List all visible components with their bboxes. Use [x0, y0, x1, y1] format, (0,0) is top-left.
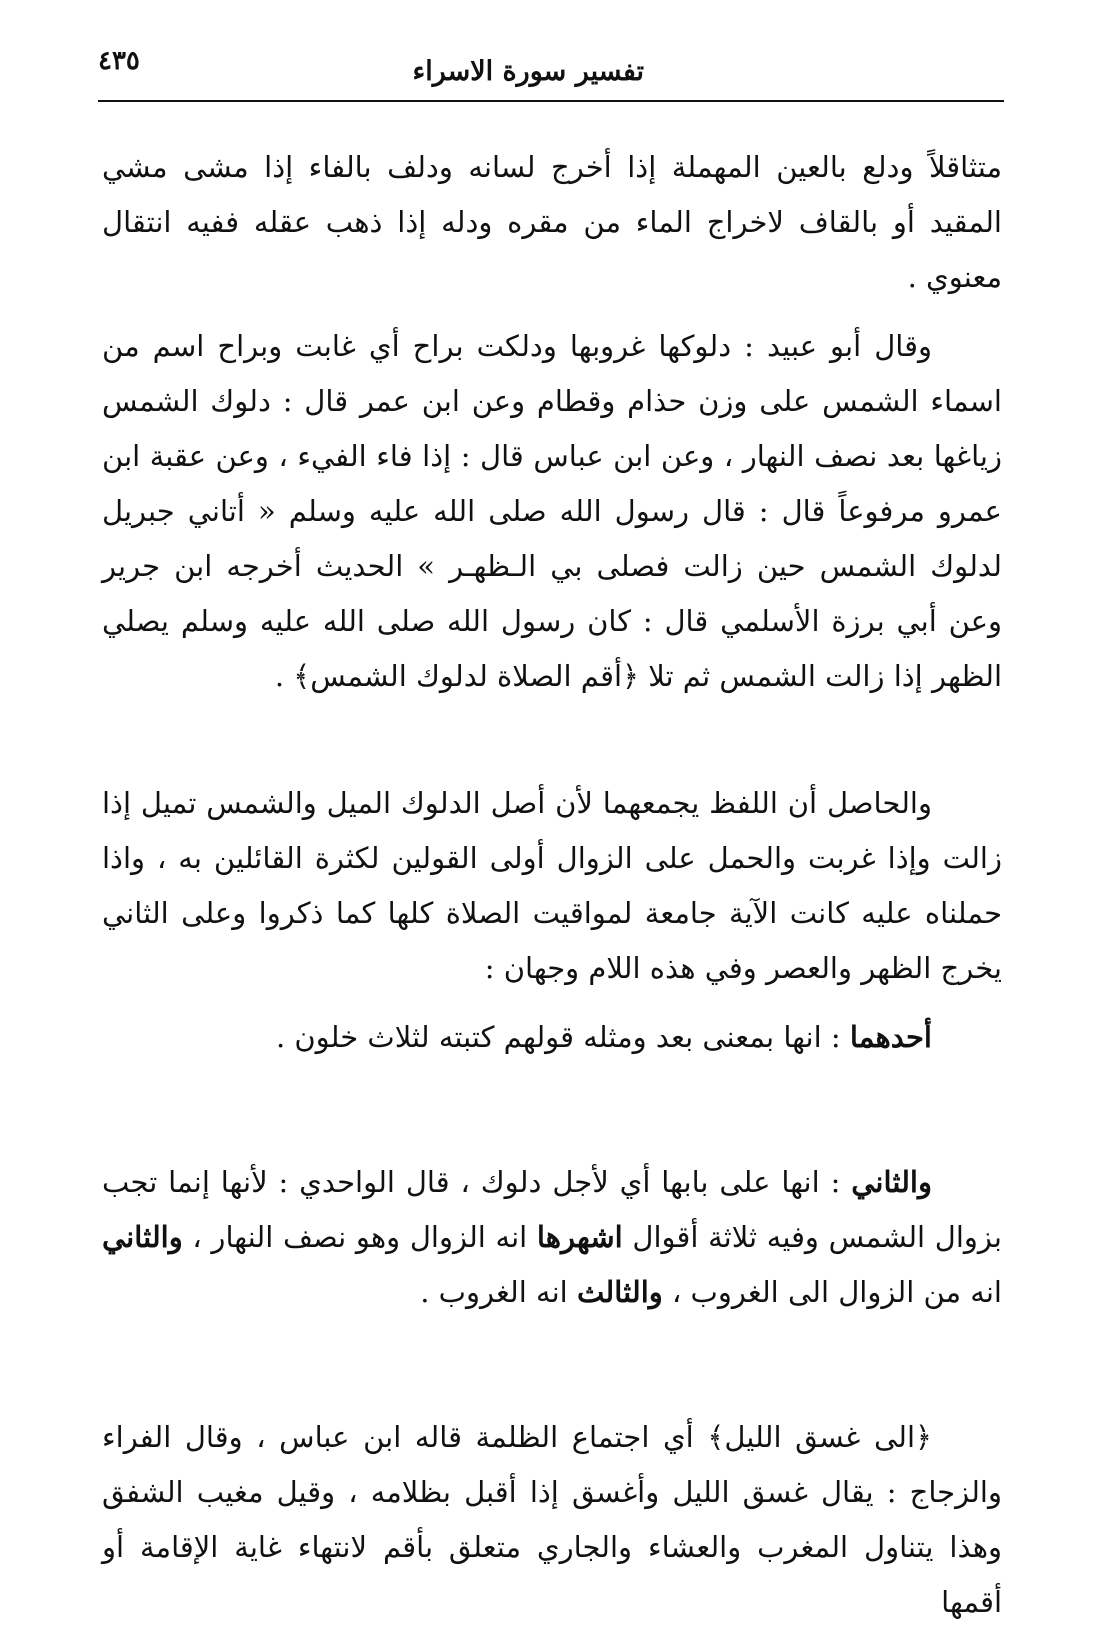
paragraph-5-lead: والثاني	[851, 1165, 932, 1199]
paragraph-gap	[102, 704, 1002, 776]
paragraph-5-bold1: اشهرها	[536, 1220, 623, 1254]
paragraph-gap	[102, 1065, 1002, 1155]
page-body	[102, 140, 1002, 1630]
page-number: ٤٣٥	[98, 46, 140, 76]
paragraph-4-lead: أحدهما	[849, 1020, 932, 1054]
paragraph-4-text: : انها بمعنى بعد ومثله قولهم كتبته لثلاث خلون .	[275, 1020, 850, 1054]
paragraph-4	[102, 1010, 1002, 1065]
paragraph-1: متثاقلاً ودلع بالعين المهملة إذا أخرج لسانه ودلف بالفاء إذا مشى مشي المقيد أو بالقاف لاخراج الماء من مقره ودله إذا ذهب عقله ففيه انتقال معنوي .	[102, 150, 1002, 294]
paragraph-5-part2: انه الزوال وهو نصف النهار ،	[182, 1220, 537, 1254]
paragraph-gap	[102, 996, 1002, 1010]
paragraph-5-bold3: والثالث	[576, 1275, 663, 1309]
paragraph-5-part4: انه الغروب .	[420, 1275, 577, 1309]
paragraph-5-part1: : انها على بابها أي لأجل دلوك ، قال الواحدي : لأنها إنما تجب بزوال الشمس وفيه ثلاثة أقوال	[102, 1165, 1002, 1254]
paragraph-gap	[102, 305, 1002, 319]
paragraph-gap	[102, 1320, 1002, 1410]
page-header	[98, 44, 1004, 102]
paragraph-5	[102, 1155, 1002, 1320]
paragraph-6: ﴿الى غسق الليل﴾ أي اجتماع الظلمة قاله ابن عباس ، وقال الفراء والزجاج : يقال غسق الليل وأغسق إذا أقبل بظلامه ، وقيل مغيب الشفق وهذا يتناول المغرب والعشاء والجاري متعلق بأقم لانتهاء غاية الإقامة أو أقمها	[102, 1420, 1002, 1619]
paragraph-5-bold2: والثاني	[102, 1220, 183, 1254]
paragraph-3: والحاصل أن اللفظ يجمعهما لأن أصل الدلوك الميل والشمس تميل إذا زالت وإذا غربت والحمل على الزوال أولى القولين لكثرة القائلين به ، واذا حملناه عليه كانت الآية جامعة لمواقيت الصلاة كلها كما ذكروا وعلى الثاني يخرج الظهر والعصر وفي هذه اللام وجهان :	[102, 786, 1002, 985]
running-title: تفسير سورة الاسراء	[412, 56, 644, 87]
paragraph-5-part3: انه من الزوال الى الغروب ،	[662, 1275, 1002, 1309]
header-rule	[98, 100, 1004, 102]
paragraph-2: وقال أبو عبيد : دلوكها غروبها ودلكت براح أي غابت وبراح اسم من اسماء الشمس على وزن حذام وقطام وعن ابن عمر قال : دلوك الشمس زياغها بعد نصف النهار ، وعن ابن عباس قال : إذا فاء الفيء ، وعن عقبة ابن عمرو مرفوعاً قال : قال رسول الله صلى الله عليه وسلم « أتاني جبريل لدلوك الشمس حين زالت فصلى بي الـظهـر » الحديث أخرجه ابن جرير وعن أبي برزة الأسلمي قال : كان رسول الله صلى الله عليه وسلم يصلي الظهر إذا زالت الشمس ثم تلا ﴿أقم الصلاة لدلوك الشمس﴾ .	[102, 329, 1002, 693]
